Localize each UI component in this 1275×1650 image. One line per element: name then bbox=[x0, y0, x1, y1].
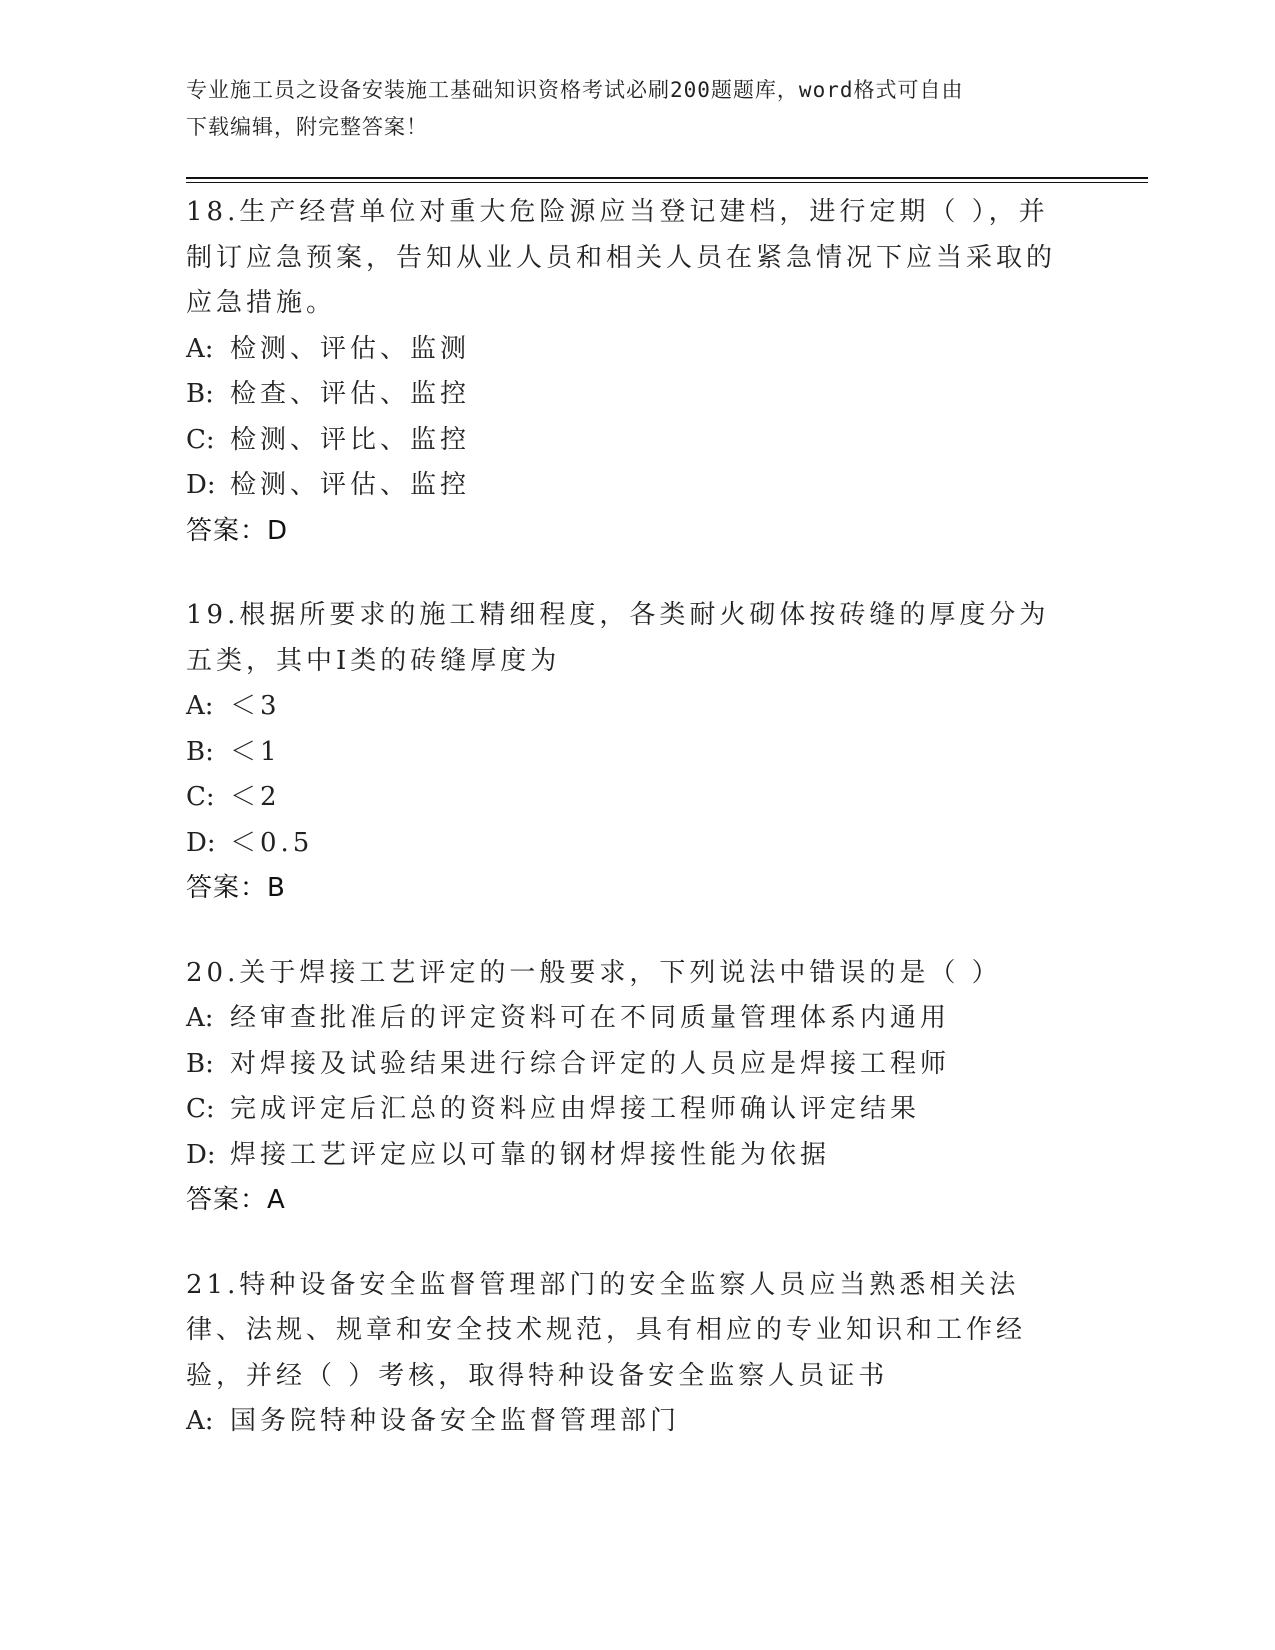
option-b bbox=[186, 730, 1066, 776]
option-text: ＜2 bbox=[230, 782, 281, 812]
question-text: 20.关于焊接工艺评定的一般要求，下列说法中错误的是（ ） bbox=[186, 957, 1002, 988]
question-text: 18.生产经营单位对重大危险源应当登记建档，进行定期（ ），并制订应急预案，告知从业人员和相关人员在紧急情况下应当采取的应急措施。 bbox=[186, 197, 1057, 318]
option-a bbox=[186, 996, 1066, 1042]
question-text: 19.根据所要求的施工精细程度，各类耐火砌体按砖缝的厚度分为五类，其中Ⅰ类的砖缝厚度为 bbox=[186, 600, 1050, 676]
option-c bbox=[186, 775, 1066, 821]
option-text: 检测、评比、监控 bbox=[230, 424, 471, 455]
option-key: C: bbox=[186, 424, 215, 455]
option-b bbox=[186, 372, 1066, 418]
option-c bbox=[186, 418, 1066, 464]
option-text: 检测、评估、监测 bbox=[230, 333, 471, 364]
option-c bbox=[186, 1087, 1066, 1133]
question-list bbox=[186, 190, 1066, 1484]
option-key: A: bbox=[186, 691, 214, 721]
option-d bbox=[186, 463, 1066, 509]
option-key: C: bbox=[186, 1094, 215, 1124]
option-text: 焊接工艺评定应以可靠的钢材焊接性能为依据 bbox=[230, 1139, 831, 1170]
option-a bbox=[186, 327, 1066, 373]
question-19 bbox=[186, 593, 1066, 912]
header-divider-thin bbox=[186, 182, 1148, 183]
option-text: 经审查批准后的评定资料可在不同质量管理体系内通用 bbox=[230, 1003, 951, 1033]
option-key: A: bbox=[186, 1003, 214, 1033]
option-text: ＜0.5 bbox=[230, 827, 314, 858]
question-18 bbox=[186, 190, 1066, 554]
option-key: D: bbox=[186, 827, 216, 858]
option-text: ＜3 bbox=[230, 691, 281, 721]
option-key: B: bbox=[186, 736, 214, 767]
answer-line: 答案：A bbox=[186, 1185, 286, 1215]
option-text: 检测、评估、监控 bbox=[230, 470, 471, 500]
question-21 bbox=[186, 1263, 1066, 1445]
header-title-line-2: 下载编辑，附完整答案！ bbox=[186, 115, 428, 139]
header-divider-thick bbox=[186, 177, 1148, 179]
option-text: ＜1 bbox=[230, 736, 281, 767]
header-title-line-1: 专业施工员之设备安装施工基础知识资格考试必刷200题题库，word格式可自由 bbox=[186, 78, 964, 102]
option-text: 国务院特种设备安全监督管理部门 bbox=[230, 1406, 681, 1436]
answer-line: 答案：D bbox=[186, 515, 289, 546]
answer-line: 答案：B bbox=[186, 873, 286, 903]
option-key: C: bbox=[186, 782, 215, 812]
question-20 bbox=[186, 951, 1066, 1224]
document-header bbox=[186, 72, 1066, 146]
option-key: A: bbox=[186, 333, 214, 364]
option-key: D: bbox=[186, 470, 216, 500]
option-d bbox=[186, 1133, 1066, 1179]
option-key: B: bbox=[186, 379, 214, 409]
question-text: 21.特种设备安全监督管理部门的安全监察人员应当熟悉相关法律、法规、规章和安全技术规范，具有相应的专业知识和工作经验，并经（ ）考核，取得特种设备安全监察人员证书 bbox=[186, 1269, 1027, 1391]
option-text: 检查、评估、监控 bbox=[230, 379, 471, 409]
option-key: B: bbox=[186, 1048, 214, 1079]
option-a bbox=[186, 684, 1066, 730]
option-text: 对焊接及试验结果进行综合评定的人员应是焊接工程师 bbox=[230, 1048, 951, 1079]
option-b bbox=[186, 1042, 1066, 1088]
option-d bbox=[186, 821, 1066, 867]
option-text: 完成评定后汇总的资料应由焊接工程师确认评定结果 bbox=[230, 1094, 921, 1124]
option-a bbox=[186, 1399, 1066, 1445]
option-key: D: bbox=[186, 1139, 216, 1170]
option-key: A: bbox=[186, 1406, 214, 1436]
